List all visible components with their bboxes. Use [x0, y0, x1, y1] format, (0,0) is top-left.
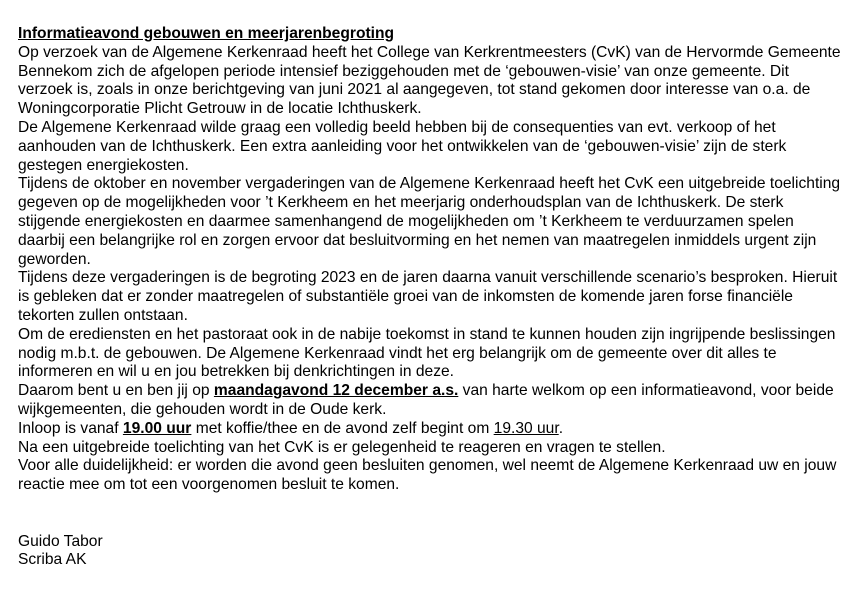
- start-time: 19.30 uur: [493, 419, 559, 437]
- document-title: Informatieavond gebouwen en meerjarenbegroting: [18, 25, 395, 42]
- paragraph-explanation: Na een uitgebreide toelichting van het CvK is er gelegenheid te reageren en vragen te stellen.: [18, 438, 666, 456]
- paragraph-invitation: [18, 382, 844, 420]
- paragraph-meetings: Tijdens de oktober en november vergaderingen van de Algemene Kerkenraad heeft het CvK een uitgebreide toelichting gegeven op de mogelijkheden voor ’t Kerkheem en het meerjarig onderhoudsplan van de Ichthuskerk. De sterk stijgende energiekosten en daarmee samenhangend de mogelijkheden om ’t Kerkheem te verduurzamen spelen daarbij een belangrijke rol en zorgen ervoor dat besluitvorming en het nemen van maatregelen inmiddels urgent zijn geworden.: [18, 175, 841, 268]
- paragraph-clarity: Voor alle duidelijkheid: er worden die avond geen besluiten genomen, wel neemt de Algemene Kerkenraad uw en jouw reactie mee om tot een voorgenomen besluit te komen.: [18, 457, 837, 494]
- inloop-time: 19.00 uur: [122, 419, 192, 437]
- inloop-text-before: Inloop is vanaf: [18, 419, 123, 437]
- paragraph-consequences: De Algemene Kerkenraad wilde graag een volledig beeld hebben bij de consequenties van evt. verkoop of het aanhouden van de Ichthuskerk. Een extra aanleiding voor het ontwikkelen van de ‘gebouwen-visie’ zijn de sterk gestegen energiekosten.: [18, 118, 787, 174]
- signature-role: Scriba AK: [18, 551, 87, 569]
- document: [18, 25, 844, 570]
- paragraph-decisions: Om de erediensten en het pastoraat ook in de nabije toekomst in stand te kunnen houden zijn ingrijpende beslissingen nodig m.b.t. de gebouwen. De Algemene Kerkenraad vindt het erg belangrijk om de gemeente over dit alles te informeren en wil u en jou betrekken bij denkrichtingen in deze.: [18, 325, 836, 381]
- inloop-text-middle: met koffie/thee en de avond zelf begint om: [191, 419, 494, 437]
- paragraph-inloop: [18, 420, 844, 439]
- invitation-text-after: van harte welkom op een informatieavond, voor beide wijkgemeenten, die gehouden wordt in de Oude kerk.: [18, 382, 834, 418]
- invitation-date: maandagavond 12 december a.s.: [213, 382, 459, 400]
- signature-name: Guido Tabor: [18, 532, 103, 550]
- inloop-text-after: .: [558, 419, 564, 437]
- invitation-text-before: Daarom bent u en ben jij op: [18, 382, 214, 400]
- paragraph-budget: Tijdens deze vergaderingen is de begroting 2023 en de jaren daarna vanuit verschillende scenario’s besproken. Hieruit is gebleken dat er zonder maatregelen of substantiële groei van de inkomsten de komende jaren forse financiële tekorten zullen ontstaan.: [18, 269, 838, 324]
- paragraph-intro: Op verzoek van de Algemene Kerkenraad heeft het College van Kerkrentmeesters (CvK) van de Hervormde Gemeente Bennekom zich de afgelopen periode intensief beziggehouden met de ‘gebouwen-visie’ van onze gemeente. Dit verzoek is, zoals in onze berichtgeving van juni 2021 al aangegeven, tot stand gekomen door interesse van o.a. de Woningcorporatie Plicht Getrouw in de locatie Ichthuskerk.: [18, 43, 841, 118]
- signature-spacer: [18, 495, 844, 533]
